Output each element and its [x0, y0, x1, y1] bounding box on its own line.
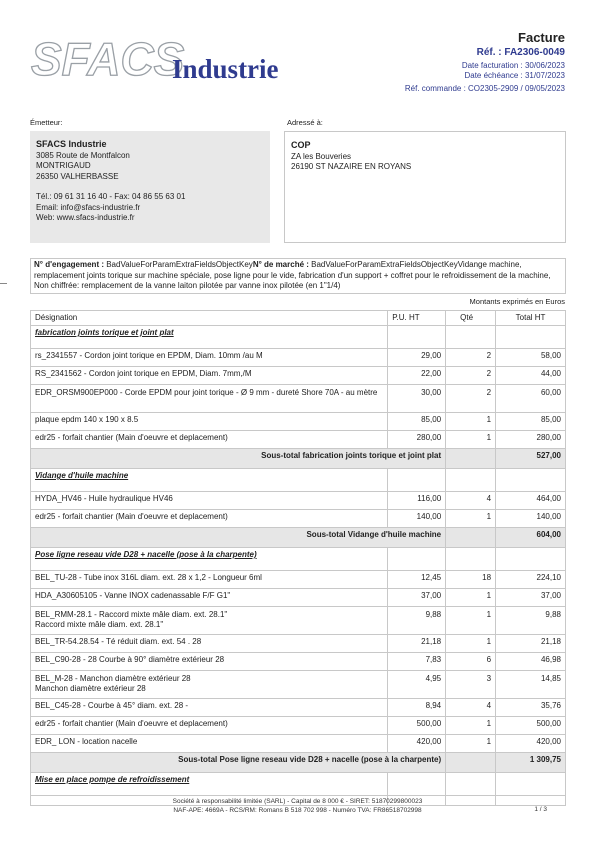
line-unit-price: 500,00: [388, 717, 446, 735]
line-designation-detail: Manchon diamètre extérieur 28: [35, 684, 146, 693]
line-unit-price: 4,95: [388, 671, 446, 699]
market-value: BadValueForParamExtraFieldsObjectKeyVidange machine, remplacement joints torique sur machine spéciale, pose ligne pour le vide, fabrication d'un support + coffret pour le refroidissement de la machine, Non chiffrée: remplacement de la vanne laiton pilotée par vanne inox pilotée (en 1"1/4): [34, 260, 551, 290]
table-row: [31, 653, 566, 671]
recipient-label: Adressé à:: [287, 118, 323, 127]
line-quantity: 4: [446, 699, 496, 717]
line-quantity: 1: [446, 717, 496, 735]
section-title: Vidange d'huile machine: [31, 469, 388, 492]
section-header-row: [31, 469, 566, 492]
table-row: [31, 349, 566, 367]
section-header-row: [31, 326, 566, 349]
table-row: [31, 413, 566, 431]
line-unit-price: 140,00: [388, 510, 446, 528]
line-quantity: 1: [446, 635, 496, 653]
line-unit-price: 22,00: [388, 367, 446, 385]
fold-mark: [0, 283, 7, 284]
footer-legal-line: Société à responsabilité limitée (SARL) - Capital de 8 000 € - SIRET: 51870299800023: [172, 798, 423, 805]
table-row: [31, 589, 566, 607]
table-row: [31, 571, 566, 589]
line-quantity: 6: [446, 653, 496, 671]
emitter-website: Web: www.sfacs-industrie.fr: [36, 213, 135, 222]
section-header-row: [31, 548, 566, 571]
invoice-date: Date facturation : 30/06/2023: [461, 61, 565, 70]
line-quantity: 2: [446, 385, 496, 413]
subtotal-value: 604,00: [496, 528, 566, 548]
table-row: [31, 367, 566, 385]
table-row: [31, 635, 566, 653]
subtotal-label: Sous-total Pose ligne reseau vide D28 + nacelle (pose à la charpente): [31, 753, 446, 773]
line-unit-price: 420,00: [388, 735, 446, 753]
emitter-address-line: MONTRIGAUD: [36, 161, 91, 170]
table-header-row: [31, 311, 566, 326]
section-title: Pose ligne reseau vide D28 + nacelle (pose à la charpente): [31, 548, 388, 571]
page-number: 1 / 3: [534, 806, 547, 813]
line-quantity: 1: [446, 510, 496, 528]
line-unit-price: 29,00: [388, 349, 446, 367]
table-row: [31, 431, 566, 449]
line-total: 21,18: [496, 635, 566, 653]
line-total: 9,88: [496, 607, 566, 635]
subtotal-row: [31, 449, 566, 469]
line-quantity: 1: [446, 735, 496, 753]
table-row: [31, 735, 566, 753]
currency-note: Montants exprimés en Euros: [469, 297, 565, 306]
line-unit-price: 116,00: [388, 492, 446, 510]
line-quantity: 1: [446, 431, 496, 449]
line-designation: BEL_TU-28 - Tube inox 316L diam. ext. 28 x 1,2 - Longueur 6ml: [31, 571, 388, 589]
line-total: 140,00: [496, 510, 566, 528]
emitter-label: Émetteur:: [30, 118, 63, 127]
line-unit-price: 280,00: [388, 431, 446, 449]
line-quantity: 2: [446, 349, 496, 367]
order-reference: Réf. commande : CO2305-2909 / 09/05/2023: [404, 84, 565, 93]
engagement-note: [30, 258, 566, 294]
logo-suffix: Industrie: [172, 54, 279, 84]
line-designation: BEL_TR-54.28.54 - Té réduit diam. ext. 54 . 28: [31, 635, 388, 653]
recipient-address-line: ZA les Bouveries: [291, 151, 352, 161]
emitter-address-line: 3085 Route de Montfalcon: [36, 150, 130, 160]
line-total: 44,00: [496, 367, 566, 385]
emitter-name: SFACS Industrie: [36, 139, 107, 149]
line-unit-price: 21,18: [388, 635, 446, 653]
emitter-address-block: [30, 131, 270, 243]
line-designation-detail: Raccord mixte mâle diam. ext. 28.1": [35, 620, 164, 629]
line-designation: [31, 607, 388, 635]
line-quantity: 4: [446, 492, 496, 510]
line-total: 35,76: [496, 699, 566, 717]
line-unit-price: 12,45: [388, 571, 446, 589]
line-designation-main: BEL_RMM-28.1 - Raccord mixte mâle diam. ext. 28.1": [35, 610, 228, 619]
line-quantity: 2: [446, 367, 496, 385]
subtotal-label: Sous-total Vidange d'huile machine: [31, 528, 446, 548]
recipient-address-line: 26190 ST NAZAIRE EN ROYANS: [291, 162, 412, 171]
line-designation: BEL_C45-28 - Courbe à 45° diam. ext. 28 -: [31, 699, 388, 717]
recipient-address-block: [284, 131, 566, 243]
subtotal-label: Sous-total fabrication joints torique et joint plat: [31, 449, 446, 469]
table-row: [31, 717, 566, 735]
table-row: [31, 671, 566, 699]
line-designation: EDR_ LON - location nacelle: [31, 735, 388, 753]
emitter-email: Email: info@sfacs-industrie.fr: [36, 202, 141, 212]
line-designation: EDR_ORSM900EP000 - Corde EPDM pour joint torique - Ø 9 mm - dureté Shore 70A - au mètre: [31, 385, 388, 413]
line-unit-price: 30,00: [388, 385, 446, 413]
table-row: [31, 492, 566, 510]
line-quantity: 1: [446, 607, 496, 635]
logo-brand: SFACS: [31, 33, 185, 85]
due-date: Date échéance : 31/07/2023: [464, 71, 565, 80]
table-row: [31, 607, 566, 635]
line-unit-price: 7,83: [388, 653, 446, 671]
line-quantity: 18: [446, 571, 496, 589]
column-header-designation: Désignation: [31, 311, 388, 326]
line-total: 85,00: [496, 413, 566, 431]
market-label: N° de marché :: [252, 260, 309, 269]
line-total: 14,85: [496, 671, 566, 699]
invoice-header: [405, 30, 565, 94]
invoice-reference: Réf. : FA2306-0049: [476, 47, 565, 58]
footer-legal-line: NAF-APE: 4669A - RCS/RM: Romans B 518 702 998 - Numéro TVA: FR86518702998: [173, 807, 422, 814]
line-unit-price: 8,94: [388, 699, 446, 717]
section-title: Mise en place pompe de refroidissement: [31, 773, 388, 796]
line-total: 37,00: [496, 589, 566, 607]
column-header-quantity: Qté: [446, 311, 496, 326]
recipient-name: COP: [291, 140, 311, 150]
line-total: 464,00: [496, 492, 566, 510]
table-row: [31, 510, 566, 528]
line-unit-price: 37,00: [388, 589, 446, 607]
document-title: Facture: [518, 30, 565, 45]
line-total: 500,00: [496, 717, 566, 735]
engagement-label: N° d'engagement :: [34, 260, 104, 269]
line-designation: edr25 - forfait chantier (Main d'oeuvre et deplacement): [31, 431, 388, 449]
line-quantity: 1: [446, 413, 496, 431]
subtotal-value: 527,00: [496, 449, 566, 469]
column-header-unit-price: P.U. HT: [388, 311, 446, 326]
line-total: 280,00: [496, 431, 566, 449]
subtotal-row: [31, 528, 566, 548]
engagement-value: BadValueForParamExtraFieldsObjectKey: [104, 260, 253, 269]
section-title: fabrication joints torique et joint plat: [31, 326, 388, 349]
line-designation: plaque epdm 140 x 190 x 8.5: [31, 413, 388, 431]
company-logo: [31, 30, 291, 90]
line-designation: edr25 - forfait chantier (Main d'oeuvre et deplacement): [31, 510, 388, 528]
page-footer: [0, 797, 595, 815]
column-header-total: Total HT: [496, 311, 566, 326]
line-designation: edr25 - forfait chantier (Main d'oeuvre et deplacement): [31, 717, 388, 735]
line-total: 46,98: [496, 653, 566, 671]
line-unit-price: 85,00: [388, 413, 446, 431]
subtotal-row: [31, 753, 566, 773]
emitter-phone: Tél.: 09 61 31 16 40 - Fax: 04 86 55 63 01: [36, 192, 186, 201]
line-designation: BEL_C90-28 - 28 Courbe à 90° diamètre extérieur 28: [31, 653, 388, 671]
line-unit-price: 9,88: [388, 607, 446, 635]
table-row: [31, 385, 566, 413]
line-designation-main: BEL_M-28 - Manchon diamètre extérieur 28: [35, 674, 191, 683]
line-total: 60,00: [496, 385, 566, 413]
line-total: 224,10: [496, 571, 566, 589]
line-designation: rs_2341557 - Cordon joint torique en EPDM, Diam. 10mm /au M: [31, 349, 388, 367]
line-total: 58,00: [496, 349, 566, 367]
section-header-row: [31, 773, 566, 796]
table-row: [31, 699, 566, 717]
line-quantity: 3: [446, 671, 496, 699]
line-total: 420,00: [496, 735, 566, 753]
invoice-lines-table: [30, 310, 566, 806]
line-quantity: 1: [446, 589, 496, 607]
subtotal-value: 1 309,75: [496, 753, 566, 773]
emitter-address-line: 26350 VALHERBASSE: [36, 171, 119, 181]
line-designation: RS_2341562 - Cordon joint torique en EPDM, Diam. 7mm,/M: [31, 367, 388, 385]
line-designation: HYDA_HV46 - Huile hydraulique HV46: [31, 492, 388, 510]
line-designation: HDA_A30605105 - Vanne INOX cadenassable F/F G1": [31, 589, 388, 607]
line-designation: [31, 671, 388, 699]
